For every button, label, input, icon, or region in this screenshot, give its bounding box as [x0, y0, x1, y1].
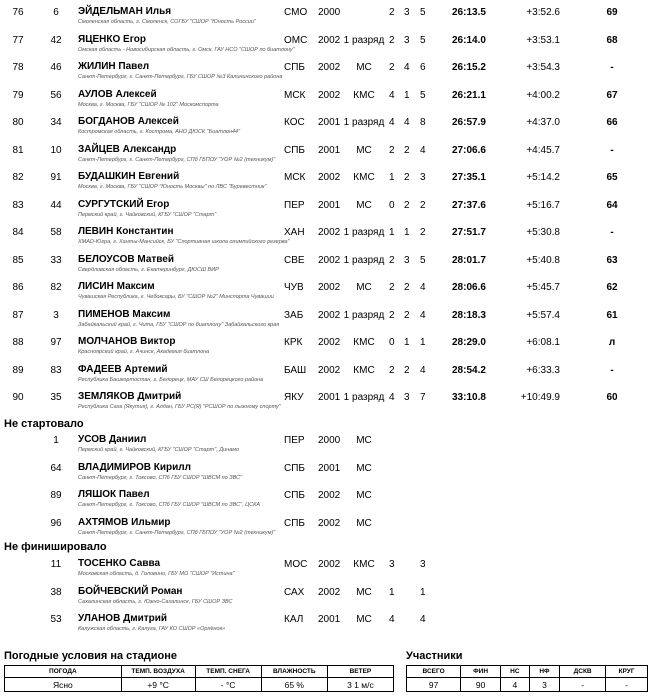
- birth-year: 2001: [318, 117, 341, 128]
- bib-number: 64: [50, 462, 62, 474]
- table-header: ФИН: [461, 666, 501, 678]
- athlete-club: Красноярский край, г. Ачинск, Академия биатлона: [78, 349, 210, 355]
- time-gap: +5:45.7: [526, 282, 560, 293]
- category: МС: [356, 144, 372, 156]
- athlete-name: УЛАНОВ Дмитрий: [78, 613, 168, 624]
- shooting-total: 4: [420, 282, 426, 293]
- time-gap: +5:40.8: [526, 254, 560, 266]
- result-row: [0, 513, 653, 540]
- result-row: [0, 277, 653, 304]
- table-cell: 4: [500, 678, 529, 692]
- shooting-total: 4: [420, 309, 426, 321]
- time-gap: +4:00.2: [526, 89, 560, 101]
- shooting-1: 2: [389, 34, 395, 46]
- region-code: СПБ: [284, 517, 305, 529]
- place: 76: [12, 7, 24, 18]
- athlete-club: Пермский край, г. Чайковский, КГБУ "СШОР "Старт", Динамо: [78, 447, 240, 453]
- athlete-name: ПИМЕНОВ Максим: [78, 308, 171, 320]
- bib-number: 3: [53, 309, 59, 321]
- participants-table: [406, 665, 648, 692]
- result-row: [0, 305, 653, 332]
- table-cell: 3 1 м/с: [327, 678, 393, 692]
- athlete-name: ЖИЛИН Павел: [78, 61, 150, 72]
- table-cell: -: [606, 678, 648, 692]
- shooting-1: 1: [389, 227, 395, 238]
- result-row: [0, 554, 653, 581]
- bib-number: 33: [50, 254, 62, 266]
- place: 77: [12, 34, 24, 46]
- region-code: ЗАБ: [284, 309, 304, 321]
- shooting-1: 2: [389, 7, 395, 18]
- shooting-2: 1: [404, 89, 410, 101]
- category: КМС: [353, 559, 375, 570]
- table-cell: 97: [407, 678, 461, 692]
- bib-number: 82: [50, 282, 62, 293]
- athlete-club: Свердловская область, г. Екатеринбург, ДЮСШ ВИР: [78, 266, 219, 273]
- athlete-club: Республика Саха (Якутия), г. Алдан, ГБУ РС(Я) "РСШОР по лыжному спорту": [78, 404, 281, 410]
- table-cell: 65 %: [261, 678, 327, 692]
- finish-time: 28:54.2: [452, 364, 486, 376]
- shooting-1: 0: [389, 337, 395, 348]
- points: 68: [606, 34, 618, 46]
- shooting-2: 2: [404, 199, 410, 211]
- table-header: ВЛАЖНОСТЬ: [261, 666, 327, 678]
- birth-year: 2002: [318, 517, 341, 529]
- region-code: СВЕ: [284, 254, 305, 266]
- points: 65: [606, 172, 618, 183]
- shooting-1: 4: [389, 392, 395, 403]
- points: 64: [606, 199, 618, 211]
- finish-time: 28:06.6: [452, 282, 486, 293]
- athlete-name: ВЛАДИМИРОВ Кирилл: [78, 461, 191, 473]
- birth-year: 2002: [318, 337, 341, 348]
- category: МС: [356, 435, 372, 446]
- dnf-heading: Не финишировало: [4, 541, 107, 553]
- athlete-name: БОЙЧЕВСКИЙ Роман: [78, 585, 183, 597]
- table-header: ТЕМП. СНЕГА: [195, 666, 261, 678]
- athlete-club: Омская область - Новосибирская область, г. Омск, ГАУ НСО "СШОР по биатлону": [78, 46, 295, 53]
- dns-heading: Не стартовало: [4, 418, 84, 430]
- weather-heading: Погодные условия на стадионе: [4, 650, 178, 662]
- athlete-name: ФАДЕЕВ Артемий: [78, 363, 168, 375]
- place: 90: [12, 392, 24, 403]
- points: 63: [606, 254, 618, 266]
- athlete-name: СУРГУТСКИЙ Егор: [78, 198, 170, 210]
- birth-year: 2002: [318, 282, 341, 293]
- result-row: [0, 85, 653, 112]
- region-code: ПЕР: [284, 435, 305, 446]
- time-gap: +3:53.1: [526, 34, 560, 46]
- table-header: ВСЕГО: [407, 666, 461, 678]
- finish-time: 27:06.6: [452, 144, 486, 156]
- result-row: [0, 360, 653, 387]
- shooting-2: 1: [404, 227, 410, 238]
- bib-number: 96: [50, 517, 62, 529]
- place: 80: [12, 117, 24, 128]
- shooting-total: 4: [420, 614, 426, 625]
- athlete-name: ЛЯШОК Павел: [78, 489, 150, 500]
- athlete-name: ЭЙДЕЛЬМАН Илья: [78, 6, 172, 17]
- shooting-1: 4: [389, 89, 395, 101]
- result-row: [0, 582, 653, 609]
- table-cell: 3: [529, 678, 559, 692]
- shooting-total: 1: [420, 337, 426, 348]
- table-cell: +9 °C: [121, 678, 195, 692]
- athlete-club: Санкт-Петербург, г. Санкт-Петербург, ГБУ СШОР №3 Калининского района: [78, 74, 283, 80]
- points: 69: [606, 7, 618, 18]
- shooting-total: 5: [420, 34, 426, 46]
- table-header: ТЕМП. ВОЗДУХА: [121, 666, 195, 678]
- points: 61: [606, 309, 618, 321]
- table-header: ПОГОДА: [5, 666, 122, 678]
- athlete-name: ТОСЕНКО Савва: [78, 558, 161, 569]
- result-row: [0, 250, 653, 277]
- birth-year: 2002: [318, 62, 341, 73]
- category: 1 разряд: [343, 117, 385, 128]
- result-row: [0, 609, 653, 636]
- region-code: СПБ: [284, 462, 305, 474]
- shooting-1: 0: [389, 199, 395, 211]
- category: КМС: [353, 172, 375, 183]
- time-gap: +3:54.3: [526, 62, 560, 73]
- time-gap: +5:14.2: [526, 172, 560, 183]
- table-cell: -: [560, 678, 606, 692]
- athlete-club: Костромская область, г. Кострома, АНО ДЮСК "Биатлон44": [78, 129, 241, 135]
- finish-time: 27:35.1: [452, 172, 486, 183]
- athlete-club: Москва, г. Москва, ГБУ "СШОР № 102" Москомспорта: [78, 101, 219, 108]
- region-code: ЯКУ: [284, 392, 304, 403]
- category: КМС: [353, 89, 375, 101]
- finish-time: 27:37.6: [452, 199, 486, 211]
- region-code: МОС: [284, 559, 308, 570]
- bib-number: 58: [50, 227, 62, 238]
- finish-time: 26:15.2: [452, 62, 486, 73]
- shooting-total: 8: [420, 117, 426, 128]
- points: 60: [606, 392, 618, 403]
- athlete-name: БОГДАНОВ Алексей: [78, 116, 179, 127]
- shooting-2: 1: [404, 337, 410, 348]
- bib-number: 53: [50, 614, 62, 625]
- finish-time: 27:51.7: [452, 227, 486, 238]
- result-row: [0, 2, 653, 29]
- place: 83: [12, 199, 24, 211]
- place: 89: [12, 364, 24, 376]
- birth-year: 2002: [318, 34, 341, 46]
- birth-year: 2002: [318, 364, 341, 376]
- shooting-2: 2: [404, 144, 410, 156]
- region-code: ЧУВ: [284, 282, 304, 293]
- category: 1 разряд: [343, 254, 385, 266]
- points: -: [610, 144, 614, 156]
- region-code: МСК: [284, 172, 306, 183]
- region-code: СПБ: [284, 490, 305, 501]
- weather-table: [4, 665, 394, 692]
- shooting-total: 3: [420, 172, 426, 183]
- region-code: МСК: [284, 89, 306, 101]
- place: 84: [12, 227, 24, 238]
- shooting-2: 2: [404, 172, 410, 183]
- result-row: [0, 195, 653, 222]
- shooting-1: 4: [389, 117, 395, 128]
- points: 62: [606, 282, 618, 293]
- shooting-total: 5: [420, 89, 426, 101]
- place: 81: [12, 144, 24, 156]
- athlete-club: Санкт-Петербург, г. Санкт-Петербург, СПб ГБПОУ "УОР №2 (техникум)": [78, 529, 276, 536]
- result-row: [0, 57, 653, 84]
- time-gap: +3:52.6: [526, 7, 560, 18]
- finish-time: 26:13.5: [452, 7, 486, 18]
- athlete-name: МОЛЧАНОВ Виктор: [78, 336, 176, 347]
- category: МС: [356, 199, 372, 211]
- birth-year: 2002: [318, 490, 341, 501]
- time-gap: +5:30.8: [526, 227, 560, 238]
- shooting-1: 2: [389, 254, 395, 266]
- birth-year: 2002: [318, 227, 341, 238]
- shooting-1: 2: [389, 144, 395, 156]
- shooting-2: 3: [404, 392, 410, 403]
- birth-year: 2000: [318, 7, 341, 18]
- bib-number: 38: [50, 586, 62, 598]
- time-gap: +6:08.1: [526, 337, 560, 348]
- category: МС: [356, 517, 372, 529]
- athlete-name: УСОВ Даниил: [78, 434, 147, 445]
- birth-year: 2002: [318, 559, 341, 570]
- shooting-total: 4: [420, 144, 426, 156]
- result-row: [0, 112, 653, 139]
- bib-number: 89: [50, 490, 62, 501]
- shooting-1: 3: [389, 559, 395, 570]
- bib-number: 11: [50, 559, 62, 570]
- table-cell: Ясно: [5, 678, 122, 692]
- athlete-name: ЛИСИН Максим: [78, 281, 155, 292]
- table-cell: - °C: [195, 678, 261, 692]
- points: л: [608, 337, 616, 348]
- bib-number: 35: [50, 392, 62, 403]
- shooting-1: 2: [389, 364, 395, 376]
- athlete-name: ЛЕВИН Константин: [78, 226, 174, 237]
- athlete-club: Республика Башкортостан, г. Белорецк, МАУ СШ Белорецкого района: [78, 376, 264, 383]
- region-code: СПБ: [284, 144, 305, 156]
- shooting-2: 2: [404, 309, 410, 321]
- points: 66: [606, 117, 618, 128]
- athlete-name: ЗЕМЛЯКОВ Дмитрий: [78, 391, 182, 402]
- shooting-2: 3: [404, 7, 410, 18]
- category: КМС: [353, 364, 375, 376]
- athlete-name: ЗАЙЦЕВ Александр: [78, 143, 177, 155]
- result-row: [0, 332, 653, 359]
- points: -: [610, 227, 614, 238]
- place: 82: [12, 172, 24, 183]
- birth-year: 2002: [318, 586, 341, 598]
- birth-year: 2001: [318, 614, 341, 625]
- result-row: [0, 167, 653, 194]
- shooting-total: 2: [420, 227, 426, 238]
- region-code: КАЛ: [284, 614, 304, 625]
- region-code: КРК: [284, 337, 303, 348]
- shooting-total: 1: [420, 586, 426, 598]
- region-code: ХАН: [284, 227, 305, 238]
- table-header: ДСКВ: [560, 666, 606, 678]
- time-gap: +4:45.7: [526, 144, 560, 156]
- finish-time: 26:14.0: [452, 34, 486, 46]
- athlete-name: БЕЛОУСОВ Матвей: [78, 253, 175, 265]
- shooting-2: 2: [404, 282, 410, 293]
- shooting-1: 2: [389, 309, 395, 321]
- region-code: СПБ: [284, 62, 305, 73]
- points: 67: [606, 89, 618, 101]
- birth-year: 2002: [318, 89, 341, 101]
- athlete-name: ЯЦЕНКО Егор: [78, 33, 146, 45]
- category: МС: [356, 282, 372, 293]
- result-row: [0, 30, 653, 57]
- bib-number: 83: [50, 364, 62, 376]
- result-row: [0, 458, 653, 485]
- shooting-total: 5: [420, 254, 426, 266]
- category: 1 разряд: [343, 392, 385, 403]
- bib-number: 1: [53, 435, 59, 446]
- shooting-2: 3: [404, 34, 410, 46]
- time-gap: +5:16.7: [526, 199, 560, 211]
- category: МС: [356, 62, 372, 73]
- shooting-1: 2: [389, 282, 395, 293]
- category: МС: [356, 490, 372, 501]
- shooting-total: 7: [420, 392, 426, 403]
- place: 85: [12, 254, 24, 266]
- finish-time: 28:01.7: [452, 254, 486, 266]
- category: 1 разряд: [343, 34, 385, 46]
- birth-year: 2001: [318, 462, 341, 474]
- athlete-club: Санкт-Петербург, г. Санкт-Петербург, СПб ГБПОУ "УОР №2 (техникум)": [78, 156, 276, 163]
- shooting-1: 1: [389, 172, 395, 183]
- shooting-1: 2: [389, 62, 395, 73]
- finish-time: 26:57.9: [452, 117, 486, 128]
- table-header: КРУГ: [606, 666, 648, 678]
- place: 86: [12, 282, 24, 293]
- place: 79: [12, 89, 24, 101]
- result-row: [0, 485, 653, 512]
- athlete-name: АУЛОВ Алексей: [78, 88, 157, 100]
- birth-year: 2001: [318, 392, 341, 403]
- region-code: КОС: [284, 117, 305, 128]
- athlete-club: Сахалинская область, г. Южно-Сахалинск, ГБУ СШОР ЗВС: [78, 598, 233, 605]
- athlete-club: Московская область, д. Головино, ГБУ МО "СШОР "Истина": [78, 571, 235, 577]
- shooting-total: 2: [420, 199, 426, 211]
- bib-number: 34: [50, 117, 62, 128]
- category: МС: [356, 614, 372, 625]
- category: МС: [356, 462, 372, 474]
- points: -: [610, 364, 614, 376]
- time-gap: +6:33.3: [526, 364, 560, 376]
- athlete-club: Чувашская Республика, г. Чебоксары, БУ "СШОР №2" Минспорта Чувашии: [78, 294, 274, 300]
- region-code: СМО: [284, 7, 308, 18]
- category: 1 разряд: [343, 227, 385, 238]
- shooting-2: 4: [404, 117, 410, 128]
- result-row: [0, 387, 653, 414]
- shooting-total: 3: [420, 559, 426, 570]
- result-row: [0, 140, 653, 167]
- shooting-total: 5: [420, 7, 426, 18]
- participants-heading: Участники: [406, 650, 463, 662]
- region-code: ОМС: [284, 34, 308, 46]
- athlete-club: Забайкальский край, г. Чита, ГБУ "СШОР по биатлону" Забайкальского края: [78, 321, 280, 328]
- region-code: САХ: [284, 586, 305, 598]
- birth-year: 2000: [318, 435, 341, 446]
- category: 1 разряд: [343, 309, 385, 321]
- finish-time: 33:10.8: [452, 392, 486, 403]
- shooting-2: 3: [404, 254, 410, 266]
- category: КМС: [353, 337, 375, 348]
- finish-time: 28:29.0: [452, 337, 486, 348]
- place: 88: [12, 337, 24, 348]
- bib-number: 97: [50, 337, 62, 348]
- athlete-club: Пермский край, г. Чайковский, КГБУ "СШОР "Старт": [78, 211, 217, 218]
- table-cell: 90: [461, 678, 501, 692]
- bib-number: 10: [50, 144, 62, 156]
- place: 78: [12, 62, 24, 73]
- bib-number: 42: [50, 34, 62, 46]
- shooting-total: 4: [420, 364, 426, 376]
- birth-year: 2002: [318, 254, 341, 266]
- bib-number: 91: [50, 172, 62, 183]
- result-row: [0, 430, 653, 457]
- place: 87: [12, 309, 24, 321]
- time-gap: +4:37.0: [526, 117, 560, 128]
- athlete-club: Москва, г. Москва, ГБУ "СШОР "Юность Москвы" по ЛВС "Буревестник": [78, 184, 267, 190]
- birth-year: 2002: [318, 172, 341, 183]
- athlete-club: ХМАО-Югра, г. Ханты-Мансийск, БУ "Спортивная школа олимпийского резерва": [78, 239, 290, 245]
- athlete-name: БУДАШКИН Евгений: [78, 171, 180, 182]
- shooting-2: 4: [404, 62, 410, 73]
- bib-number: 6: [53, 7, 59, 18]
- athlete-club: Санкт-Петербург, г. Токсово, СПб ГБУ СШОР "ШВСМ по ЗВС", ЦСКА: [78, 502, 261, 508]
- finish-time: 28:18.3: [452, 309, 486, 321]
- table-header: НФ: [529, 666, 559, 678]
- finish-time: 26:21.1: [452, 89, 486, 101]
- shooting-total: 6: [420, 62, 426, 73]
- time-gap: +10:49.9: [520, 392, 560, 403]
- bib-number: 56: [50, 89, 62, 101]
- bib-number: 44: [50, 199, 62, 211]
- time-gap: +5:57.4: [526, 309, 560, 321]
- athlete-name: АХТЯМОВ Ильмир: [78, 516, 171, 528]
- bib-number: 46: [50, 62, 62, 73]
- region-code: ПЕР: [284, 199, 305, 211]
- region-code: БАШ: [284, 364, 307, 376]
- birth-year: 2002: [318, 309, 341, 321]
- table-header: ВЕТЕР: [327, 666, 393, 678]
- table-header: НС: [500, 666, 529, 678]
- shooting-2: 2: [404, 364, 410, 376]
- athlete-club: Санкт-Петербург, г. Токсово, СПб ГБУ СШОР "ШВСМ по ЗВС": [78, 474, 243, 481]
- points: -: [610, 62, 614, 73]
- result-row: [0, 222, 653, 249]
- shooting-1: 4: [389, 614, 395, 625]
- athlete-club: Смоленская область, г. Смоленск, СОГБУ "СШОР "Юность России": [78, 19, 256, 25]
- birth-year: 2001: [318, 144, 341, 156]
- shooting-1: 1: [389, 586, 395, 598]
- category: МС: [356, 586, 372, 598]
- athlete-club: Калужская область, г. Калуга, ГАУ КО СШОР «Орлёнок»: [78, 626, 226, 632]
- birth-year: 2001: [318, 199, 341, 211]
